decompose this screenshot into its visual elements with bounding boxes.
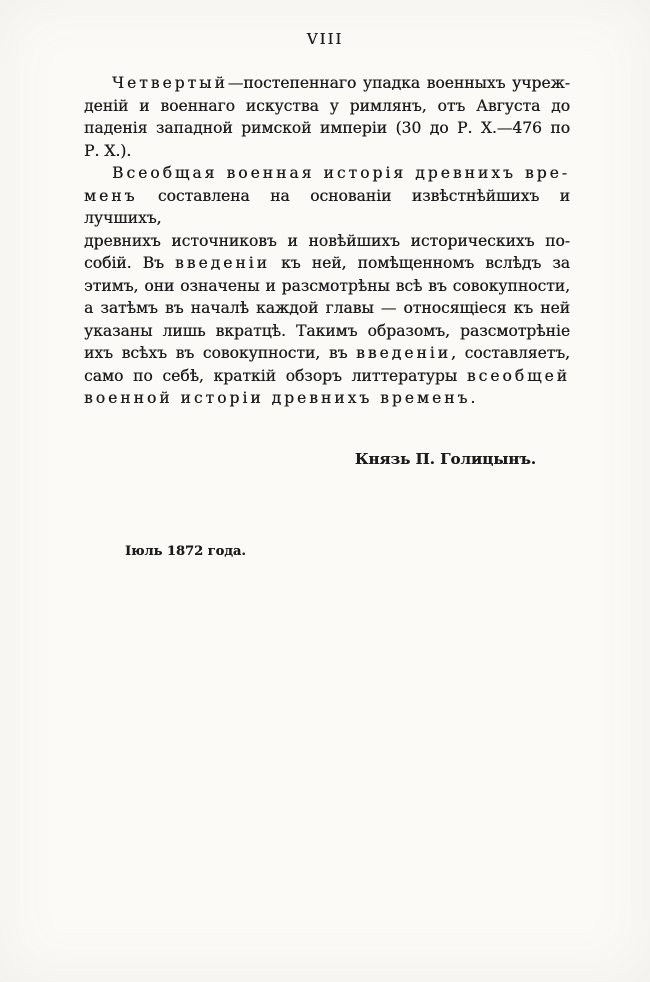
- body-text: а затѣмъ въ началѣ каждой главы — относящіеся къ ней: [84, 299, 570, 317]
- text-line: [84, 140, 570, 163]
- body-text: указаны лишь вкратцѣ. Такимъ образомъ, разсмотрѣніе: [84, 321, 570, 340]
- text-line: [84, 275, 570, 298]
- body-text: ихъ всѣхъ въ совокупности, въ: [84, 344, 357, 362]
- body-text: паденія западной римской имперіи (30 до Р. Х.—476 по: [84, 119, 570, 137]
- body-text: этимъ, они означены и разсмотрѣны всѣ въ совокупности,: [84, 276, 570, 295]
- emphasized-text: Четвертый: [112, 74, 228, 92]
- body-text: само по себѣ, краткій обзоръ литтературы: [84, 366, 467, 385]
- text-line: [84, 95, 570, 118]
- text-line: [84, 387, 570, 410]
- emphasized-text: введеніи: [175, 254, 270, 272]
- text-line: [84, 342, 570, 365]
- text-line: [84, 185, 570, 230]
- emphasized-text: Всеобщая военная исторія древнихъ вре-: [112, 164, 570, 182]
- signature: Князь П. Голицынъ.: [354, 450, 536, 468]
- body-text: древнихъ источниковъ и новѣйшихъ историческихъ по-: [84, 231, 570, 250]
- body-text: Р. Х.).: [84, 141, 132, 160]
- page-number: VIII: [306, 30, 344, 48]
- text-line: [84, 365, 570, 388]
- text-block: [84, 72, 570, 410]
- body-text: къ ней, помѣщенномъ вслѣдъ за: [269, 254, 570, 272]
- emphasized-text: военной исторіи древнихъ временъ.: [84, 389, 479, 407]
- body-text: , составляетъ,: [451, 344, 570, 362]
- emphasized-text: менъ: [84, 186, 138, 205]
- body-text: собій. Въ: [84, 254, 175, 272]
- text-line: [84, 320, 570, 343]
- body-text: —постепеннаго упадка военныхъ учреж-: [227, 74, 570, 92]
- text-line: [84, 117, 570, 140]
- text-line: [84, 230, 570, 253]
- text-line: [84, 162, 570, 185]
- body-text: деній и военнаго искуства у римлянъ, отъ Августа до: [84, 96, 570, 115]
- text-line: [84, 297, 570, 320]
- text-line: [84, 72, 570, 95]
- body-text: составлена на основаніи извѣстнѣйшихъ и лучшихъ,: [84, 186, 570, 227]
- text-line: [84, 252, 570, 275]
- date-line: Іюль 1872 года.: [125, 544, 246, 559]
- emphasized-text: всеобщей: [466, 366, 570, 385]
- emphasized-text: введеніи: [356, 344, 452, 362]
